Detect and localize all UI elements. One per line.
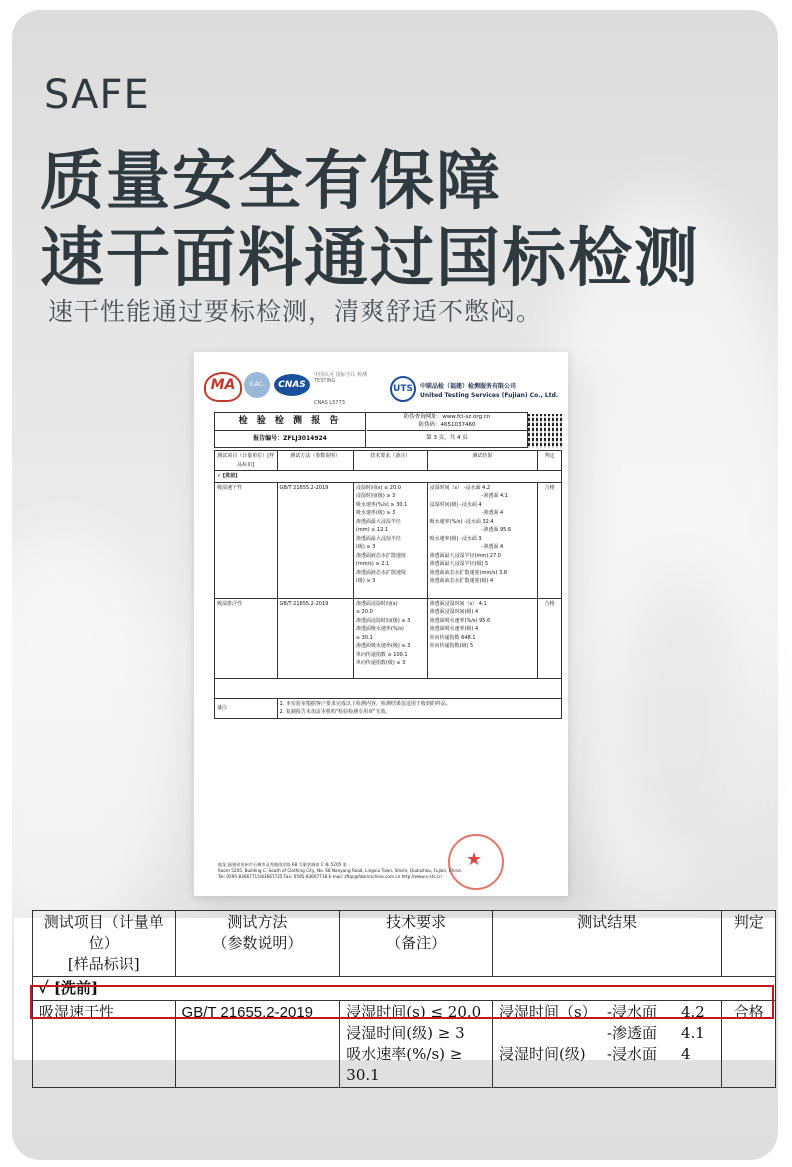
col-header-verdict: 判定 (538, 451, 562, 471)
remarks-text (277, 698, 561, 718)
cnas-number: CNAS L5773 (314, 400, 345, 406)
report-footer (218, 862, 462, 880)
highlight-box (30, 985, 774, 1019)
zoom-col-verdict: 判定 (722, 911, 776, 977)
footer-line: 地址:福建省泉州市石狮市灵秀镇南洋路 68 号服装城南 C 栋 5205 室 (218, 862, 347, 867)
result-line: -渗透面 4 (481, 510, 504, 516)
result-line: 吸水速率(级) -浸水面 3 (429, 535, 482, 542)
result-line: 吸水速率(%/s) -浸水面 32.4 (429, 518, 494, 525)
col-header-result: 测试结果 (427, 451, 538, 471)
table-header-row (215, 451, 562, 471)
zoom-col-method (175, 911, 340, 977)
zoom-col-requirement-line1: 技术要求 (386, 913, 447, 931)
ma-logo: MA (204, 372, 242, 402)
result-line: 渗透面最大浸湿半径(级) 5 (429, 561, 489, 567)
zoom-col-item-line1: 测试项目（计量单位） (43, 913, 164, 952)
result-line: 渗透面最大浸湿半径(mm) 27.0 (429, 552, 501, 559)
zoom-section-label: ✓ [洗前] (33, 977, 776, 1001)
query-site: 防伪查询网址：www.fcl-sz.org.cn (403, 414, 491, 420)
zoom-col-result: 测试结果 (492, 911, 721, 977)
zoom-result-value: 4 (680, 1045, 691, 1063)
report-number: 报告编号：ZFLJ3014924 (215, 430, 366, 447)
col-header-item: 测试项目（计量单位）[样品标识] (215, 451, 278, 471)
accreditation-logos (204, 372, 374, 412)
requirement-line: (级) ≥ 3 (355, 544, 376, 550)
zoom-result-label: 浸湿时间(级) (498, 1045, 586, 1063)
remark-line: 2. 复制报告未加盖本机构"检验检测专用章"无效。 (279, 709, 391, 715)
result-line: 浸湿时间（s） -浸水面 4.2 (429, 484, 491, 491)
zoom-result-label (499, 1023, 607, 1044)
row2-item: 吸湿排汗性 (215, 598, 278, 678)
spacer-row (215, 678, 562, 698)
requirement-line: 渗透面最大浸湿半径 (355, 535, 401, 542)
result-line: -渗透面 4.1 (481, 493, 508, 499)
report-table (214, 450, 562, 719)
requirement-line: 浸湿时间(s) ≤ 20.0 (355, 484, 401, 491)
zoom-method: GB/T 21655.2-2019 (175, 1001, 340, 1088)
zoom-result-value: 4.2 (680, 1003, 705, 1021)
zoom-col-method-line1: 测试方法 (227, 913, 288, 931)
result-line: 浸湿时间(级) -浸水面 4 (429, 501, 482, 508)
zoom-result-side: -渗透面 (606, 1024, 658, 1042)
zoom-result-label: 浸湿时间（s） (498, 1003, 597, 1021)
zoomed-table-excerpt (14, 913, 776, 1084)
headline-line-2: 速干面料通过国标检测 (40, 222, 700, 296)
zoom-verdict: 合格 (722, 1001, 776, 1088)
test-report-document (194, 352, 568, 896)
requirement-line: 吸水速率(%/s) ≥ 30.1 (355, 501, 408, 508)
cnas-logo: CNAS (274, 374, 310, 396)
row2-verdict: 合格 (538, 598, 562, 678)
fabric-shadow (612, 570, 752, 870)
result-line: -渗透面 4 (481, 544, 504, 550)
footer-line: Tel: 0595-83667715/83667725 Fax: 0595-83667718 E-mail: zflqc@fabricschina.com.cn http://www.c-sts.cn (218, 874, 442, 879)
table-row (215, 598, 562, 678)
section-label: ✓ [洗前] (215, 471, 562, 483)
row1-results (427, 482, 538, 598)
result-line: 单向传递指数 648.1 (429, 634, 476, 641)
cnas-caption: 中国认可 国际互认 检测 TESTING (314, 372, 368, 384)
report-title: 检 验 检 测 报 告 (215, 413, 366, 431)
row2-method: GB/T 21655.2-2019 (277, 598, 353, 678)
zoom-req-line: 浸湿时间(s) ≤ 20.0 (346, 1003, 482, 1021)
section-row (215, 471, 562, 483)
zoom-result-side: -浸水面 (606, 1045, 658, 1063)
zoom-result-side: -浸水面 (606, 1003, 658, 1021)
row1-verdict: 合格 (538, 482, 562, 598)
zoom-col-item-line2: [样品标识] (67, 955, 140, 973)
remark-line: 1. 本实验室根据客户要求完成以上检测内容，检测结果仅适用于收到的样品。 (279, 700, 451, 707)
table-row (215, 482, 562, 598)
report-header-box (214, 412, 528, 448)
ilac-logo: ILAC-MRA (244, 372, 270, 398)
zoom-result-line (499, 1023, 715, 1044)
result-line: -渗透面 95.6 (481, 527, 512, 533)
requirement-line: 渗透面液态水扩散速度 (355, 552, 406, 559)
query-info (367, 413, 527, 431)
requirement-line: 渗透面吸水速率(级) ≥ 3 (355, 643, 411, 649)
result-line: 渗透面吸水速率(%/s) 95.6 (429, 617, 491, 624)
headline-line-1: 质量安全有保障 (40, 145, 502, 219)
uts-logo: UTS (390, 376, 416, 402)
result-line: 渗透面吸水速率(级) 4 (429, 626, 479, 632)
result-line: 渗透面液态水扩散速度(mm/s) 3.8 (429, 569, 508, 576)
zoom-result-line (499, 1044, 715, 1065)
zoom-req-line: 吸水速率(%/s) ≥ 30.1 (346, 1045, 463, 1084)
result-line: 渗透面浸湿时间(级) 4 (429, 609, 479, 615)
requirement-line: (级) ≥ 3 (355, 578, 376, 584)
qr-code (528, 414, 562, 448)
row1-requirements (353, 482, 427, 598)
result-line: 渗透面浸湿时间（s） 4.1 (429, 600, 487, 607)
col-header-method: 测试方法（参数说明） (277, 451, 353, 471)
zoom-req-line: 浸湿时间(级) ≥ 3 (346, 1024, 465, 1042)
zoom-result-value: 4.1 (680, 1024, 705, 1042)
zoom-col-method-line2: （参数说明） (212, 934, 303, 952)
company-name-en: United Testing Services (Fujian) Co., Ltd. (420, 392, 559, 399)
requirement-line: (mm/s) ≥ 2.1 (355, 561, 390, 567)
anti-fake-code: 防伪码：4651037460 (418, 422, 476, 428)
requirement-line: 单向传递指数(级) ≥ 3 (355, 660, 406, 666)
requirement-line: 吸水速率(级) ≥ 3 (355, 510, 396, 516)
zoom-col-item (33, 911, 176, 977)
result-line: 单向传递指数(级) 5 (429, 643, 474, 649)
row2-results (427, 598, 538, 678)
footer-line: Room 5205, Building C, South of Clothing City, No. 68 Nanyang Road, Lingxiu Town, Shishi, Quanzhou, Fujian, China. (218, 868, 463, 873)
col-header-requirement: 技术要求（备注） (353, 451, 427, 471)
row2-requirements (353, 598, 427, 678)
requirement-line: ≤ 20.0 (355, 609, 373, 615)
company-name (420, 382, 558, 400)
fabric-drape (0, 530, 172, 950)
zoom-header-row (33, 911, 776, 977)
seal-star-icon: ★ (466, 849, 483, 870)
requirement-line: (mm) ≥ 12.1 (355, 527, 389, 533)
company-name-cn: 中联品检（福建）检测服务有限公司 (420, 383, 517, 390)
spacer-cell (215, 678, 562, 698)
requirement-line: 渗透面浸湿时间(级) ≥ 3 (355, 617, 411, 624)
zoom-item: 吸湿速干性 (33, 1001, 176, 1088)
requirement-line: 单向传递指数 ≥ 100.1 (355, 651, 408, 658)
safe-label: SAFE (44, 72, 150, 118)
requirement-line: 浸湿时间(级) ≥ 3 (355, 493, 396, 499)
requirement-line: 渗透面最大浸湿半径 (355, 518, 401, 525)
row1-item: 吸湿速干性 (215, 482, 278, 598)
subtitle: 速干性能通过要标检测，清爽舒适不憋闷。 (48, 297, 543, 326)
requirement-line: 渗透面吸水速率(%/s) (355, 626, 404, 632)
remarks-label: 备注 (215, 698, 278, 718)
zoom-col-requirement (340, 911, 493, 977)
result-line: 渗透面液态水扩散速度(级) 4 (429, 578, 494, 584)
requirement-line: 渗透面浸湿时间(s) (355, 600, 398, 607)
requirement-line: 渗透面液态水扩散速度 (355, 569, 406, 576)
remarks-row (215, 698, 562, 718)
page-indicator: 第 3 页，共 4 页 (426, 435, 468, 441)
row1-method: GB/T 21655.2-2019 (277, 482, 353, 598)
requirement-line: ≥ 30.1 (355, 634, 373, 641)
zoom-col-requirement-line2: （备注） (386, 934, 447, 952)
